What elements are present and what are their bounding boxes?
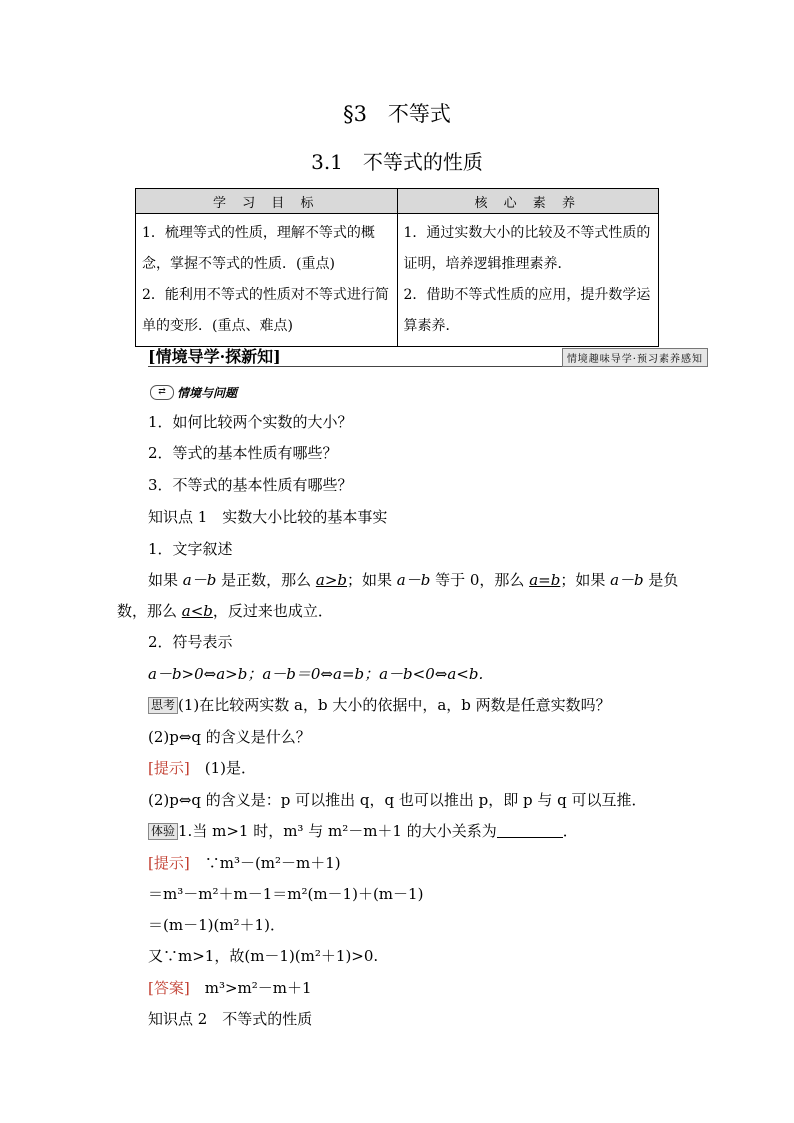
- objective-1: 1．梳理等式的性质，理解不等式的概念，掌握不等式的性质．(重点): [142, 225, 375, 272]
- text: ；如果: [347, 571, 397, 589]
- text: 数，那么: [117, 602, 182, 620]
- competency-1: 1．通过实数大小的比较及不等式性质的证明，培养逻辑推理素养．: [403, 225, 651, 272]
- competency-2: 2．借助不等式性质的应用，提升数学运算素养．: [403, 287, 651, 334]
- kp1-symbols: a－b>0⇔a>b；a－b＝0⇔a=b；a－b<0⇔a<b.: [148, 665, 484, 683]
- section-title: §3 不等式: [343, 102, 451, 126]
- exp-s4: 又∵m>1，故(m－1)(m²＋1)>0.: [148, 947, 379, 965]
- exp-q: 1.当 m>1 时，m³ 与 m²－m＋1 的大小关系为: [178, 822, 497, 840]
- think-q1: (1)在比较两实数 a，b 大小的依据中，a，b 两数是任意实数吗？: [178, 696, 611, 714]
- kp1-sub1: 1．文字叙述: [148, 540, 233, 558]
- competencies-cell: [397, 214, 659, 347]
- text: 等于 0，那么: [430, 571, 530, 589]
- subsection-title: 3.1 不等式的性质: [311, 150, 483, 174]
- math: a－b: [396, 571, 431, 589]
- kp2-title: 知识点 2 不等式的性质: [148, 1010, 313, 1028]
- exp-s3: ＝(m－1)(m²＋1)．: [148, 916, 285, 934]
- math: a－b: [610, 571, 644, 589]
- section-banner: [148, 344, 708, 367]
- header-competencies: 核 心 素 养: [397, 189, 659, 214]
- text: 如果: [148, 571, 183, 589]
- text: ，反过来也成立．: [212, 602, 333, 620]
- hint-tag: [提示]: [148, 759, 190, 777]
- text: ；如果: [560, 571, 611, 589]
- question-3: 3．不等式的基本性质有哪些？: [148, 476, 353, 494]
- kp1-paragraph-line1: [148, 569, 678, 590]
- text: 是正数，那么: [216, 571, 316, 589]
- math: a－b: [182, 571, 217, 589]
- banner-title: [情境导学·探新知]: [148, 347, 281, 366]
- think-q1-line: [148, 694, 611, 715]
- objectives-table: [135, 188, 659, 347]
- text: 是负: [643, 571, 679, 589]
- math-blank: a>b: [315, 571, 347, 589]
- exp-s1: ∵m³－(m²－m＋1): [189, 854, 341, 872]
- question-2: 2．等式的基本性质有哪些？: [148, 444, 338, 462]
- exp-answer: m³>m²－m＋1: [189, 979, 312, 997]
- math-blank: a<b: [181, 602, 213, 620]
- question-1: 1．如何比较两个实数的大小？: [148, 413, 353, 431]
- kp1-paragraph-line2: [117, 600, 333, 621]
- think-a1: (1)是．: [189, 759, 256, 777]
- exp-s2: ＝m³－m²＋m－1＝m²(m－1)＋(m－1): [148, 885, 424, 903]
- text: ．: [562, 822, 578, 840]
- answer-blank: [497, 823, 563, 838]
- header-objectives: 学 习 目 标: [136, 189, 398, 214]
- think-a2: (2)p⇔q 的含义是：p 可以推出 q，q 也可以推出 p，即 p 与 q 可以互推．: [148, 791, 647, 809]
- exp-answer-line: [148, 977, 312, 998]
- banner-tag: 情境趣味导学·预习素养感知: [562, 348, 708, 367]
- exp-q-line: [148, 820, 578, 841]
- think-q2: (2)p⇔q 的含义是什么？: [148, 728, 311, 746]
- math-blank: a=b: [529, 571, 561, 589]
- kp1-title: 知识点 1 实数大小比较的基本事实: [148, 508, 388, 526]
- objectives-cell: [136, 214, 398, 347]
- answer-tag: [答案]: [148, 979, 190, 997]
- think-a1-line: [148, 757, 256, 778]
- questions-label-text: 情境与问题: [177, 386, 238, 400]
- think-tag: 思考: [148, 697, 178, 714]
- kp1-sub2: 2．符号表示: [148, 633, 233, 651]
- questions-label: [150, 384, 237, 401]
- scenario-icon: ⇄: [150, 385, 174, 400]
- objective-2: 2．能利用不等式的性质对不等式进行简单的变形．(重点、难点): [142, 287, 389, 334]
- exp-s1-line: [148, 852, 341, 873]
- exp-tag: 体验: [148, 823, 178, 840]
- hint-tag: [提示]: [148, 854, 190, 872]
